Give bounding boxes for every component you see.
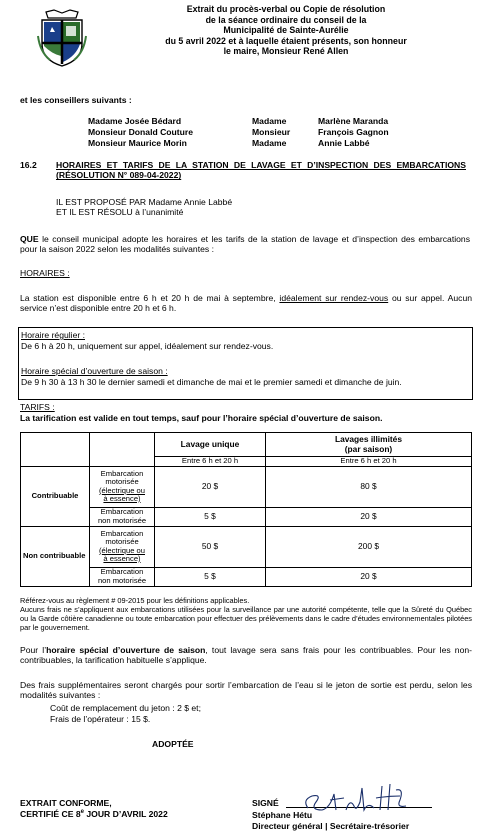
cert-text-post: JOUR D’AVRIL 2022: [84, 808, 168, 819]
boat-type-line: Embarcation: [100, 507, 144, 516]
signatory-role: Directeur général | Secrétaire-trésorier: [252, 820, 410, 831]
boat-type: [90, 507, 155, 526]
horaires-heading: HORAIRES :: [20, 268, 70, 278]
council-members-table: [88, 116, 389, 149]
regular-schedule-heading: Horaire régulier :: [21, 330, 85, 340]
price-single: 50 $: [155, 526, 266, 567]
signed-label: SIGNÉ: [252, 798, 279, 808]
cert-text-sup: e: [80, 808, 84, 815]
rates-row: [21, 466, 472, 507]
rates-corner-cell: [21, 433, 90, 457]
member-name: Marlène Maranda: [318, 116, 389, 126]
council-intro: et les conseillers suivants :: [20, 95, 132, 105]
boat-type-line: à essence): [103, 554, 141, 563]
horaires-paragraph: [20, 293, 472, 314]
municipal-crest-logo: [36, 6, 88, 68]
regular-schedule-text: De 6 h à 20 h, uniquement sur appel, idéalement sur rendez-vous.: [21, 341, 274, 351]
price-unlimited: 20 $: [266, 507, 472, 526]
boat-type-line: Embarcation: [100, 528, 144, 538]
member-row: [88, 127, 389, 138]
boat-type-line: Embarcation: [100, 468, 144, 478]
horaires-text-end: ou sur appel. Aucun service n’est disponible entre 20 h et 6 h.: [20, 293, 472, 314]
special-paragraph: [20, 645, 472, 666]
col-unlimited-line-1: Lavages illimités: [334, 434, 403, 445]
horaires-text-start: La station est disponible entre 6 h et 20 h de mai à septembre,: [20, 293, 280, 303]
price-single: 5 $: [155, 507, 266, 526]
que-text: le conseil municipal adopte les horaires et les tarifs de la station de lavage et d’inspection des embarcations pour la saison 2022 selon les modalités suivantes :: [20, 234, 470, 255]
member-name: Annie Labbé: [318, 138, 370, 148]
col-unlimited-header: [266, 433, 472, 457]
council-members-section: [20, 95, 480, 148]
header-line: Extrait du procès-verbal ou Copie de résolution: [186, 4, 386, 14]
proposal-block: [56, 197, 232, 218]
header-line: de la séance ordinaire du conseil de la: [205, 14, 367, 25]
boat-type: [90, 526, 155, 567]
boat-type-line: motorisée: [105, 477, 139, 486]
fees-intro: Des frais supplémentaires seront chargés pour sortir l’embarcation de l’eau si le jeton de sortie est perdu, selon les modalités suivantes :: [20, 680, 472, 701]
table-note-2: Aucuns frais ne s’appliquent aux embarcations utilisées pour la surveillance par une autorité compétente, telle que la Sûreté du Québec ou la Garde côtière canadienne ou toute embarcation pour effectuer des prélèvements dans le cadre d’études environnementales pilotées par le gouvernement.: [20, 605, 472, 632]
special-text-pre: Pour l’: [20, 645, 47, 655]
member-title: Madame: [252, 116, 287, 126]
fees-line-1: Coût de remplacement du jeton : 2 $ et;: [50, 703, 201, 713]
member-left: Madame Josée Bédard: [88, 116, 182, 126]
special-text-bold: horaire spécial d’ouverture de saison: [46, 645, 206, 655]
member-title: Monsieur: [252, 127, 291, 137]
schedule-box: [18, 327, 473, 400]
boat-type: [90, 466, 155, 507]
header-line: le maire, Monsieur René Allen: [223, 46, 349, 57]
certification-line-1: EXTRAIT CONFORME,: [20, 798, 112, 808]
rates-row: [21, 526, 472, 567]
col-single-header: Lavage unique: [155, 433, 266, 457]
boat-type-line: Embarcation: [100, 567, 144, 576]
resolution-header: [96, 4, 476, 57]
que-word: QUE: [20, 234, 39, 244]
price-unlimited: 20 $: [266, 567, 472, 586]
member-row: [88, 138, 389, 149]
price-single: 20 $: [155, 466, 266, 507]
rates-corner-cell: [90, 433, 155, 457]
member-name: François Gagnon: [318, 127, 389, 137]
member-left: Monsieur Donald Couture: [88, 127, 194, 137]
proposed-by: IL EST PROPOSÉ PAR Madame Annie Labbé: [56, 197, 233, 207]
price-unlimited: 200 $: [266, 526, 472, 567]
resolved-text: ET IL EST RÉSOLU à l’unanimité: [56, 207, 184, 218]
price-unlimited: 80 $: [266, 466, 472, 507]
horaires-text-underlined: idéalement sur rendez-vous: [279, 293, 389, 303]
boat-type-line: non motorisée: [97, 515, 147, 525]
boat-type-line: à essence): [103, 494, 141, 503]
cert-text-pre: CERTIFIÉ CE 8: [20, 808, 81, 819]
price-single: 5 $: [155, 567, 266, 586]
certification-line-2: [20, 809, 168, 820]
rates-range-row: [21, 457, 472, 467]
table-note-1: Référez-vous au règlement # 09-2015 pour les définitions applicables.: [20, 596, 250, 605]
section-number: 16.2: [20, 160, 37, 170]
member-row: [88, 116, 389, 127]
rates-corner-cell: [90, 457, 155, 467]
range-single: Entre 6 h et 20 h: [155, 457, 266, 467]
member-left: Monsieur Maurice Morin: [88, 138, 187, 148]
rates-table: [20, 432, 472, 587]
boat-type-line: non motorisée: [97, 575, 147, 585]
member-title: Madame: [252, 138, 287, 148]
adoptee-label: ADOPTÉE: [152, 739, 194, 749]
boat-type: [90, 567, 155, 586]
fees-line-2: Frais de l’opérateur : 15 $.: [50, 714, 151, 724]
boat-type-line: (électrique ou: [98, 485, 145, 495]
section-title: HORAIRES ET TARIFS DE LA STATION DE LAVAGE ET D’INSPECTION DES EMBARCATIONS (RÉSOLUTION N° 089-04-2022): [56, 160, 466, 181]
header-line: Municipalité de Sainte-Aurélie: [223, 25, 349, 36]
rates-corner-cell: [21, 457, 90, 467]
special-schedule-text: De 9 h 30 à 13 h 30 le dernier samedi et dimanche de mai et le premier samedi et dimanche de juin.: [21, 377, 402, 387]
rates-header-row: [21, 433, 472, 457]
boat-type-line: motorisée: [105, 537, 139, 546]
special-schedule-heading: Horaire spécial d’ouverture de saison :: [21, 366, 168, 376]
group-label: Non contribuable: [21, 526, 90, 586]
range-unlimited: Entre 6 h et 20 h: [266, 457, 472, 467]
que-paragraph: [20, 234, 470, 255]
special-text-post: , tout lavage sera sans frais pour les contribuables. Pour les non-contribuables, la tarification habituelle s’applique.: [20, 645, 472, 666]
col-unlimited-line-2: (par saison): [344, 443, 393, 454]
certification-block: [20, 798, 168, 819]
group-label: Contribuable: [21, 466, 90, 526]
signatory-block: [252, 810, 409, 831]
boat-type-line: (électrique ou: [98, 545, 145, 555]
tarifs-validity: La tarification est valide en tout temps, sauf pour l’horaire spécial d’ouverture de saison.: [20, 413, 383, 423]
header-line: du 5 avril 2022 et à laquelle étaient présents, son honneur: [165, 35, 407, 46]
signatory-name: Stéphane Hétu: [252, 810, 313, 820]
tarifs-heading: TARIFS :: [20, 402, 55, 412]
